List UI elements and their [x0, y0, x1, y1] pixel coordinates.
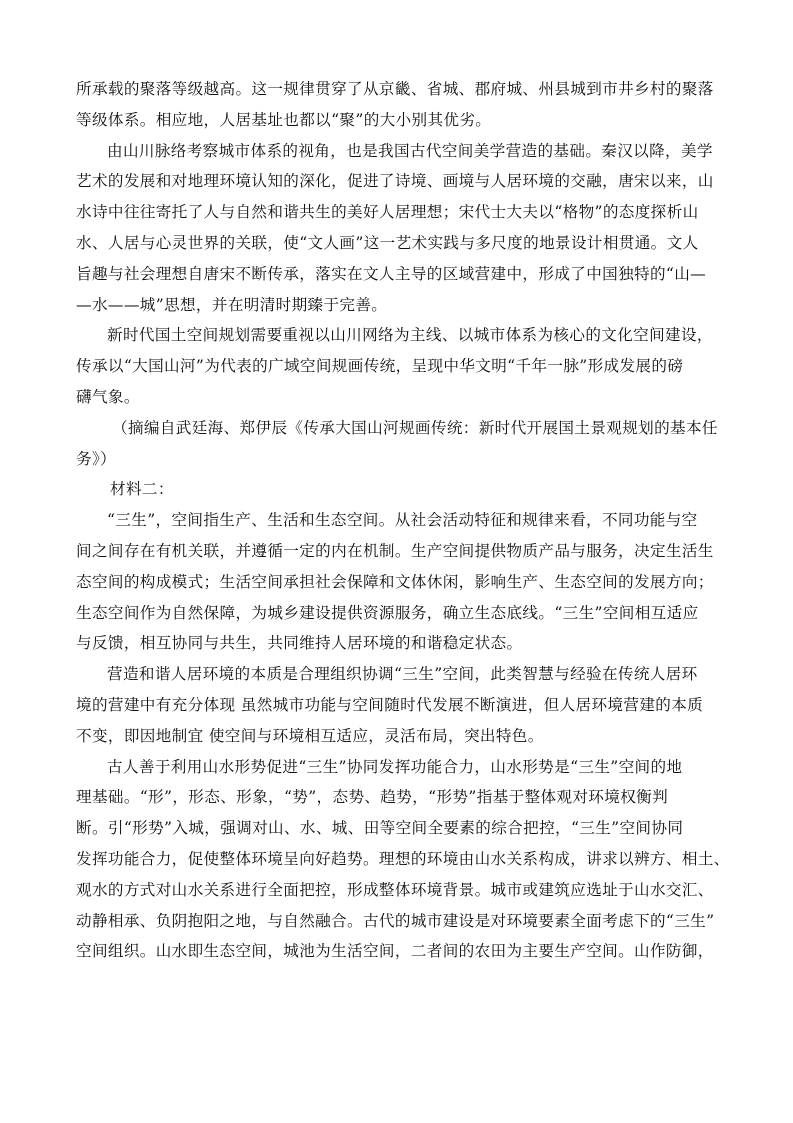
text-line: “三生”，空间指生产、生活和生态空间。从社会活动特征和规律来看，不同功能与空: [107, 511, 698, 530]
text-line: 观水的方式对山水关系进行全面把控，形成整体环境背景。城市或建筑应选址于山水交汇、: [76, 880, 714, 899]
paragraph-harmonious-habitat: [76, 659, 720, 751]
text-line: 理基础。“形”，形态、形象，“势”，态势、趋势，“形势”指基于整体观对环境权衡判: [76, 788, 669, 807]
text-line: 所承载的聚落等级越高。这一规律贯穿了从京畿、省城、郡府城、州县城到市井乡村的聚落: [76, 80, 714, 98]
text-line: 水、人居与心灵世界的关联，使“文人画”这一艺术实践与多尺度的地景设计相贯通。文人: [76, 233, 699, 252]
text-line: 等级体系。相应地，人居基址也都以“聚”的大小别其优劣。: [76, 110, 492, 129]
paragraph-continuation: [76, 74, 720, 136]
text-line: 与反馈，相互协同与共生，共同维持人居环境的和谐稳定状态。: [76, 634, 523, 653]
text-line: 不变，即因地制宜 使空间与环境相互适应，灵活布局，突出特色。: [76, 726, 544, 745]
document-body: [76, 74, 730, 967]
text-line: 空间组织。山水即生态空间，城池为生活空间，二者间的农田为主要生产空间。山作防御，: [76, 942, 714, 961]
text-line: 间之间存在有机关联，并遵循一定的内在机制。生产空间提供物质产品与服务，决定生活生: [76, 541, 714, 560]
text-line: 发挥功能合力，促使整体环境呈向好趋势。理想的环境由山水关系构成，讲求以辨方、相土、: [76, 849, 730, 868]
text-line: 动静相承、负阴抱阳之地，与自然融合。古代的城市建设是对环境要素全面考虑下的“三生”: [76, 911, 715, 930]
text-line: 态空间的构成模式；生活空间承担社会保障和文体休闲，影响生产、生态空间的发展方向；: [76, 572, 714, 591]
paragraph-three-spaces: [76, 505, 720, 659]
text-line: 生态空间作为自然保障，为城乡建设提供资源服务，确立生态底线。“三生”空间相互适应: [76, 603, 699, 622]
text-line: 古人善于利用山水形势促进“三生”协同发挥功能合力，山水形势是“三生”空间的地: [107, 757, 683, 776]
source-citation: [76, 413, 720, 475]
paragraph-landscape-aesthetics: [76, 136, 720, 321]
text-line: 传承以“大国山河”为代表的广域空间规画传统，呈现中华文明“千年一脉”形成发展的磅: [76, 357, 684, 376]
text-line: 营造和谐人居环境的本质是合理组织协调“三生”空间，此类智慧与经验在传统人居环: [107, 665, 698, 684]
text-line: 艺术的发展和对地理环境认知的深化，促进了诗境、画境与人居环境的交融，唐宋以来，山: [76, 172, 714, 191]
text-line: （摘编自武廷海、郑伊辰《传承大国山河规画传统：新时代开展国土景观规划的基本任: [112, 418, 718, 437]
text-line: 材料二：: [110, 480, 174, 499]
text-line: 水诗中往往寄托了人与自然和谐共生的美好人居理想；宋代士大夫以“格物”的态度探析山: [76, 203, 699, 222]
text-line: 旨趣与社会理想自唐宋不断传承，落实在文人主导的区域营建中，形成了中国独特的“山—: [76, 264, 707, 283]
paragraph-new-era-planning: [76, 320, 720, 412]
text-line: 礴气象。: [76, 387, 140, 406]
text-line: 由山川脉络考察城市体系的视角，也是我国古代空间美学营造的基础。秦汉以降，美学: [107, 141, 713, 160]
text-line: —水——城”思想，并在明清时期臻于完善。: [76, 295, 388, 314]
text-line: 境的营建中有充分体现 虽然城市功能与空间随时代发展不断演进，但人居环境营建的本质: [76, 695, 704, 714]
material-two-heading: [76, 474, 720, 505]
text-line: 新时代国土空间规划需要重视以山川网络为主线、以城市体系为核心的文化空间建设，: [107, 326, 713, 345]
text-line: 断。引“形势”入城，强调对山、水、城、田等空间全要素的综合把控，“三生”空间协同: [76, 819, 684, 838]
paragraph-landscape-form: [76, 752, 730, 968]
text-line: 务》）: [76, 449, 117, 468]
